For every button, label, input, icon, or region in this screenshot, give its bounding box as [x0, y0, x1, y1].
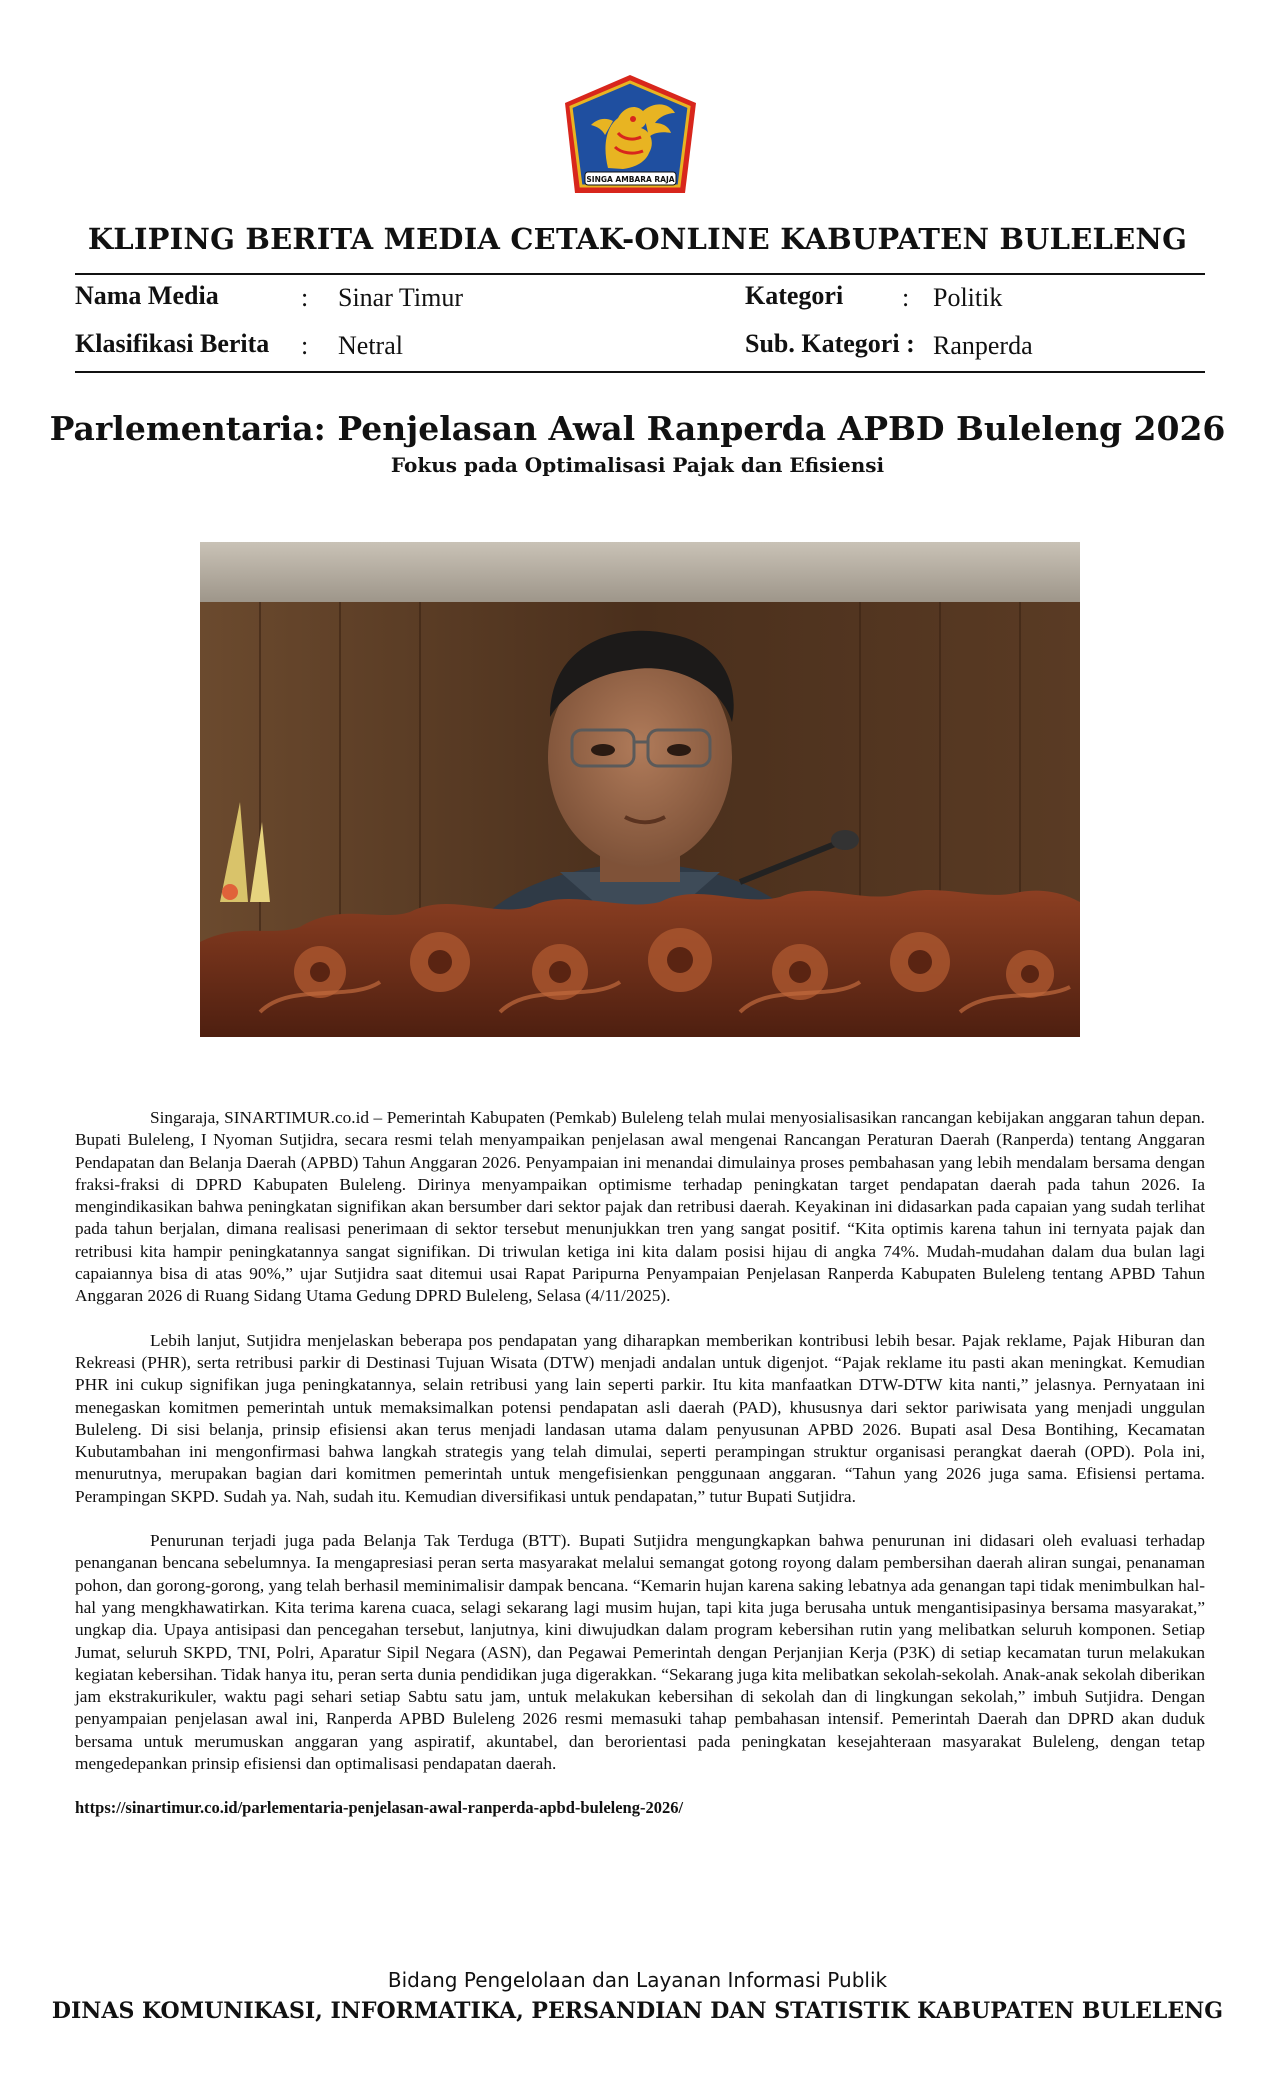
- kategori-value: Politik: [933, 283, 1003, 312]
- article-subtitle: Fokus pada Optimalisasi Pajak dan Efisiensi: [390, 453, 885, 477]
- klasifikasi-label: Klasifikasi Berita: [75, 329, 270, 358]
- kategori-label: Kategori: [745, 281, 844, 310]
- media-colon: :: [301, 283, 309, 312]
- klasifikasi-colon: :: [301, 331, 309, 360]
- source-url-link[interactable]: https://sinartimur.co.id/parlementaria-penjelasan-awal-ranperda-apbd-buleleng-2026/: [75, 1798, 684, 1818]
- footer-division: Bidang Pengelolaan dan Layanan Informasi Publik: [387, 1968, 888, 1992]
- subkategori-value: Ranperda: [933, 331, 1033, 360]
- article-paragraph-2: Lebih lanjut, Sutjidra menjelaskan beberapa pos pendapatan yang diharapkan memberikan kontribusi lebih besar. Pajak reklame, Pajak Hiburan dan Rekreasi (PHR), serta retribusi parkir di Destinasi Tujuan Wisata (DTW) menjadi andalan untuk digenjot. “Pajak reklame itu pasti akan meningkat. Kemudian PHR ini cukup signifikan juga peningkatannya, selain retribusi yang lain seperti parkir. Itu kita manfaatkan DTW-DTW kita nanti,” jelasnya. Pernyataan ini menegaskan komitmen pemerintah untuk memaksimalkan potensi pendapatan asli daerah (PAD), khususnya dari sektor pariwisata yang menjadi unggulan Buleleng. Di sisi belanja, prinsip efisiensi akan terus menjadi landasan utama dalam penyusunan APBD 2026. Bupati asal Desa Bontihing, Kecamatan Kubutambahan ini mengonfirmasi bahwa langkah strategis yang telah dimulai, seperti perampingan struktur organisasi perangkat daerah (OPD). Pola ini, menurutnya, merupakan bagian dari komitmen pemerintah untuk mengefisienkan penggunaan anggaran. “Tahun yang 2026 juga sama. Efisiensi pertama. Perampingan SKPD. Sudah ya. Nah, sudah itu. Kemudian diversifikasi untuk pendapatan,” tutur Bupati Sutjidra.: [75, 1330, 1205, 1506]
- header-bottom-rule: [75, 371, 1205, 373]
- article-paragraph-1: Singaraja, SINARTIMUR.co.id – Pemerintah Kabupaten (Pemkab) Buleleng telah mulai menyosialisasikan rancangan kebijakan anggaran tahun depan. Bupati Buleleng, I Nyoman Sutjidra, secara resmi telah menyampaikan penjelasan awal mengenai Rancangan Peraturan Daerah (Ranperda) tentang Anggaran Pendapatan dan Belanja Daerah (APBD) Tahun Anggaran 2026. Penyampaian ini menandai dimulainya proses pembahasan yang lebih mendalam bersama dengan fraksi-fraksi di DPRD Kabupaten Buleleng. Dirinya menyampaikan optimisme terhadap peningkatan target pendapatan daerah pada tahun 2026. Ia mengindikasikan bahwa peningkatan signifikan akan bersumber dari sektor pajak dan retribusi daerah. Keyakinan ini didasarkan pada capaian yang sudah terlihat pada tahun berjalan, dimana realisasi penerimaan di sektor tersebut menunjukkan tren yang sangat positif. “Kita optimis karena tahun ini ternyata pajak dan retribusi kita hampir peningkatannya sangat signifikan. Di triwulan ketiga ini kita dalam posisi hijau di angka 74%. Mudah-mudahan dalam dua bulan lagi capaiannya bisa di atas 90%,” ujar Sutjidra saat ditemui usai Rapat Paripurna Penyampaian Penjelasan Ranperda Kabupaten Buleleng tentang APBD Tahun Anggaran 2026 di Ruang Sidang Utama Gedung DPRD Buleleng, Selasa (4/11/2025).: [75, 1108, 1205, 1306]
- media-value: Sinar Timur: [338, 283, 463, 312]
- official-speaking-at-carved-podium-photo: [200, 542, 1080, 1037]
- kategori-colon: :: [902, 283, 910, 312]
- article-title: Parlementaria: Penjelasan Awal Ranperda APBD Buleleng 2026: [49, 409, 1226, 448]
- header-top-rule: [75, 273, 1205, 275]
- article-paragraph-3: Penurunan terjadi juga pada Belanja Tak Terduga (BTT). Bupati Sutjidra mengungkapkan bahwa penurunan ini didasari oleh evaluasi terhadap penanganan bencana sebelumnya. Ia mengapresiasi peran serta masyarakat melalui semangat gotong royong dalam pembersihan daerah aliran sungai, penanaman pohon, dan gorong-gorong, yang telah berhasil meminimalisir dampak bencana. “Kemarin hujan karena saking lebatnya ada genangan tapi tidak menimbulkan hal-hal yang mengkhawatirkan. Kita terima karena cuaca, selagi sekarang lagi musim hujan, tapi kita juga berusaha untuk mengantisipasinya bersama masyarakat,” ungkap dia. Upaya antisipasi dan pencegahan tersebut, lanjutnya, kini diwujudkan dalam program kebersihan rutin yang melibatkan seluruh komponen. Setiap Jumat, seluruh SKPD, TNI, Polri, Aparatur Sipil Negara (ASN), dan Pegawai Pemerintah dengan Perjanjian Kerja (P3K) di setiap kecamatan turun melakukan kegiatan kebersihan. Tidak hanya itu, peran serta dunia pendidikan juga digerakkan. “Sekarang juga kita melibatkan sekolah-sekolah. Anak-anak sekolah diberikan jam ekstrakurikuler, waktu pagi sehari setiap Sabtu satu jam, untuk melakukan kebersihan di sekolah dan di lingkungan sekolah,” imbuh Sutjidra. Dengan penyampaian penjelasan awal ini, Ranperda APBD Buleleng 2026 resmi memasuki tahap pembahasan intensif. Pemerintah Daerah dan DPRD akan duduk bersama untuk merumuskan anggaran yang aspiratif, akuntabel, dan berorientasi pada peningkatan kesejahteraan masyarakat Buleleng, dengan tetap mengedepankan prinsip efisiensi dan optimalisasi pendapatan daerah.: [75, 1531, 1205, 1774]
- clipping-header-title: KLIPING BERITA MEDIA CETAK-ONLINE KABUPATEN BULELENG: [87, 222, 1188, 256]
- subkategori-label: Sub. Kategori :: [745, 329, 915, 358]
- buleleng-coat-of-arms-icon: [563, 73, 698, 203]
- footer-agency: DINAS KOMUNIKASI, INFORMATIKA, PERSANDIAN DAN STATISTIK KABUPATEN BULELENG: [51, 1998, 1224, 2024]
- logo-motto: SINGA AMBARA RAJA: [586, 175, 675, 184]
- media-label: Nama Media: [75, 281, 219, 310]
- article-body: [75, 1107, 1205, 1842]
- klasifikasi-value: Netral: [338, 331, 403, 360]
